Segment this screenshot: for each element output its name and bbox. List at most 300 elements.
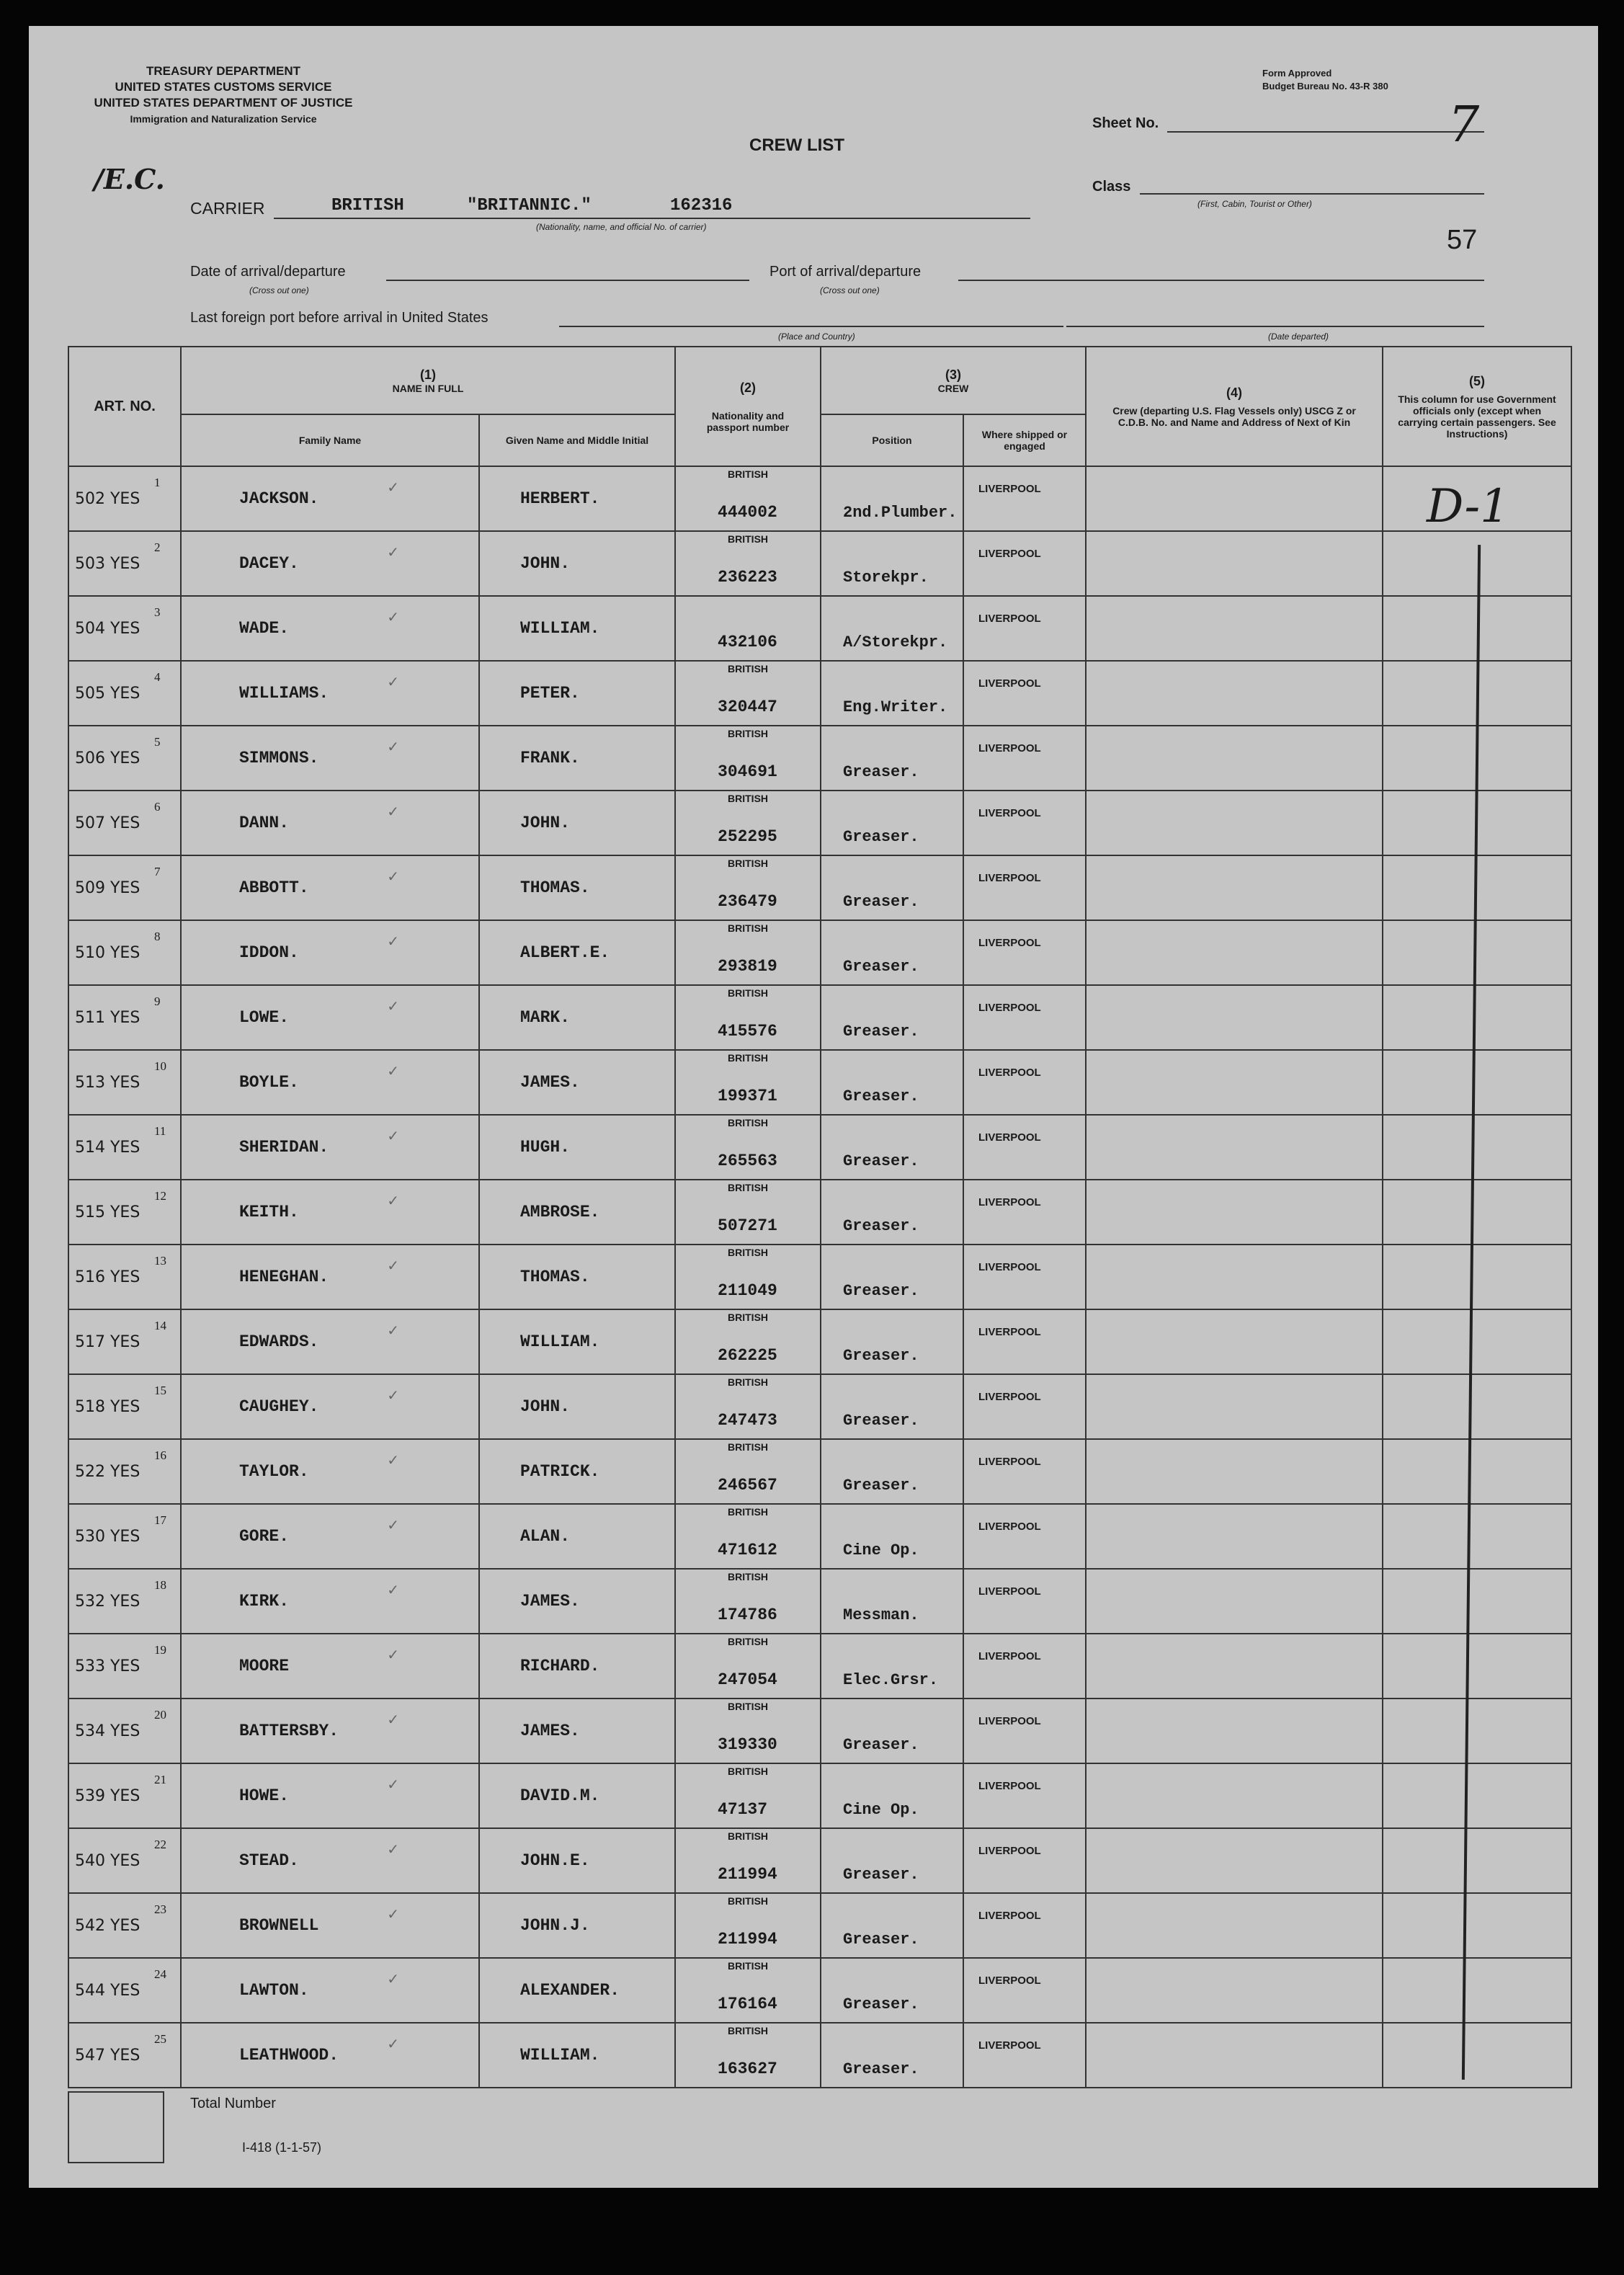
position-cell: [821, 1699, 963, 1763]
position-cell: [821, 726, 963, 791]
nationality: BRITISH: [728, 1830, 769, 1842]
shipped-cell: [963, 1504, 1086, 1569]
arrival-label: Date of arrival/departure: [190, 264, 346, 280]
family-name-cell: [154, 1569, 479, 1634]
col5-number: (5): [1469, 373, 1486, 388]
row-number: 12: [154, 1189, 166, 1203]
art-no: 504 YES: [75, 619, 140, 638]
given-name-cell: [479, 1374, 675, 1439]
nationality-cell: [675, 1439, 821, 1504]
position: Cine Op.: [843, 1801, 919, 1819]
nationality: BRITISH: [728, 1895, 769, 1907]
next-of-kin-cell: [1086, 1634, 1383, 1699]
check-mark-icon: ✓: [387, 2036, 399, 2052]
nationality-cell: [675, 1569, 821, 1634]
nationality-cell: [675, 1115, 821, 1180]
row-number: 10: [154, 1059, 166, 1073]
position: Greaser.: [843, 2060, 919, 2078]
next-of-kin-cell: [1086, 1309, 1383, 1374]
row-number: 13: [154, 1254, 166, 1268]
position: Greaser.: [843, 1931, 919, 1949]
crew-row: [68, 726, 1571, 791]
position: Greaser.: [843, 1995, 919, 2013]
family-name: KIRK.: [239, 1592, 290, 1611]
nationality: BRITISH: [728, 1636, 769, 1647]
shipped-cell: [963, 1309, 1086, 1374]
position: Messman.: [843, 1606, 919, 1624]
row-number: 2: [154, 540, 161, 554]
passport-number: 444002: [718, 503, 777, 522]
crew-row: [68, 1763, 1571, 1828]
where-shipped: LIVERPOOL: [978, 613, 1041, 625]
where-shipped: LIVERPOOL: [978, 1521, 1041, 1533]
col-art-no: ART. NO.: [68, 347, 181, 466]
passport-number: 199371: [718, 1087, 777, 1105]
art-no: 534 YES: [75, 1722, 140, 1740]
crew-row: [68, 1634, 1571, 1699]
nationality-cell: [675, 855, 821, 920]
next-of-kin-cell: [1086, 726, 1383, 791]
col-crew: [821, 347, 1086, 414]
government-cell: [1383, 1115, 1571, 1180]
class-label: Class: [1092, 179, 1131, 195]
given-name-cell: [479, 1958, 675, 2023]
check-mark-icon: ✓: [387, 1972, 399, 1987]
row-number: 3: [154, 605, 161, 619]
shipped-cell: [963, 2023, 1086, 2088]
annotation-mark: D-1: [1427, 480, 1509, 533]
family-name-cell: [154, 1763, 479, 1828]
given-name-cell: [479, 1050, 675, 1115]
nationality: BRITISH: [728, 922, 769, 934]
passport-number: 211994: [718, 1930, 777, 1949]
col3-number: (3): [945, 367, 962, 382]
next-of-kin-cell: [1086, 1439, 1383, 1504]
check-mark-icon: ✓: [387, 675, 399, 690]
shipped-cell: [963, 1893, 1086, 1958]
family-name-cell: [154, 920, 479, 985]
row-number: 4: [154, 670, 161, 684]
given-name: JOHN.J.: [520, 1916, 590, 1935]
family-name-cell: [154, 791, 479, 855]
government-cell: [1383, 1439, 1571, 1504]
page-title: CREW LIST: [749, 135, 844, 155]
family-name-cell: [154, 1634, 479, 1699]
crew-row: [68, 1245, 1571, 1309]
family-name-cell: [154, 661, 479, 726]
check-mark-icon: ✓: [387, 1388, 399, 1404]
given-name: WILLIAM.: [520, 1332, 600, 1351]
nationality-cell: [675, 1634, 821, 1699]
where-shipped: LIVERPOOL: [978, 1975, 1041, 1987]
next-of-kin-cell: [1086, 596, 1383, 661]
position-cell: [821, 1374, 963, 1439]
col4-title: Crew (departing U.S. Flag Vessels only) USCG Z or C.D.B. No. and Name and Address of Next of Kin: [1112, 404, 1356, 428]
check-mark-icon: ✓: [387, 1518, 399, 1533]
form-approved: Form Approved: [1262, 68, 1332, 79]
nationality: BRITISH: [728, 663, 769, 675]
art-no-cell: [68, 466, 181, 531]
position-cell: [821, 1050, 963, 1115]
shipped-cell: [963, 1115, 1086, 1180]
next-of-kin-cell: [1086, 985, 1383, 1050]
given-name: THOMAS.: [520, 878, 590, 897]
col1-title: NAME IN FULL: [392, 382, 464, 394]
family-name: SHERIDAN.: [239, 1138, 329, 1157]
government-cell: [1383, 1828, 1571, 1893]
nationality: BRITISH: [728, 468, 769, 480]
next-of-kin-cell: [1086, 1828, 1383, 1893]
crew-row: [68, 1309, 1571, 1374]
next-of-kin-cell: [1086, 1893, 1383, 1958]
position-cell: [821, 1763, 963, 1828]
passport-number: 320447: [718, 698, 777, 716]
next-of-kin-cell: [1086, 2023, 1383, 2088]
government-cell: [1383, 1309, 1571, 1374]
nationality-cell: [675, 661, 821, 726]
family-name: HENEGHAN.: [239, 1268, 329, 1286]
where-shipped: LIVERPOOL: [978, 1391, 1041, 1403]
crew-row: [68, 1050, 1571, 1115]
col4-number: (4): [1226, 385, 1243, 400]
col-nationality: [675, 347, 821, 466]
family-name-cell: [154, 985, 479, 1050]
art-no: 502 YES: [75, 489, 140, 508]
art-no: 511 YES: [75, 1008, 140, 1027]
given-name: RICHARD.: [520, 1657, 600, 1675]
nationality: BRITISH: [728, 987, 769, 999]
family-name-cell: [154, 1309, 479, 1374]
given-name: JAMES.: [520, 1073, 580, 1092]
passport-number: 247054: [718, 1670, 777, 1689]
budget-bureau: Budget Bureau No. 43-R 380: [1262, 81, 1388, 92]
nationality: BRITISH: [728, 1701, 769, 1712]
next-of-kin-cell: [1086, 855, 1383, 920]
given-name: JOHN.: [520, 554, 571, 573]
shipped-cell: [963, 661, 1086, 726]
check-mark-icon: ✓: [387, 1453, 399, 1469]
art-no: 517 YES: [75, 1332, 140, 1351]
family-name: LAWTON.: [239, 1981, 309, 2000]
where-shipped: LIVERPOOL: [978, 1910, 1041, 1922]
given-name-cell: [479, 1634, 675, 1699]
check-mark-icon: ✓: [387, 1777, 399, 1793]
given-name-cell: [479, 1828, 675, 1893]
next-of-kin-cell: [1086, 920, 1383, 985]
passport-number: 163627: [718, 2060, 777, 2078]
position-cell: [821, 1634, 963, 1699]
check-mark-icon: ✓: [387, 480, 399, 496]
nationality-cell: [675, 1245, 821, 1309]
nationality: BRITISH: [728, 1766, 769, 1777]
art-no: 544 YES: [75, 1981, 140, 2000]
nationality-cell: [675, 2023, 821, 2088]
check-mark-icon: ✓: [387, 1907, 399, 1923]
family-name-cell: [154, 1504, 479, 1569]
family-name-cell: [154, 596, 479, 661]
art-no: 516 YES: [75, 1268, 140, 1286]
shipped-cell: [963, 1180, 1086, 1245]
nationality: BRITISH: [728, 728, 769, 739]
art-no: 510 YES: [75, 943, 140, 962]
art-no: 539 YES: [75, 1786, 140, 1805]
shipped-cell: [963, 855, 1086, 920]
family-name: LEATHWOOD.: [239, 2046, 339, 2065]
government-cell: [1383, 1245, 1571, 1309]
position: Greaser.: [843, 1866, 919, 1884]
crew-list-document: [29, 26, 1598, 2188]
shipped-cell: [963, 920, 1086, 985]
where-shipped: LIVERPOOL: [978, 1715, 1041, 1727]
given-name: MARK.: [520, 1008, 571, 1027]
position: Cine Op.: [843, 1541, 919, 1559]
given-name-cell: [479, 1439, 675, 1504]
art-no: 518 YES: [75, 1397, 140, 1416]
passport-number: 471612: [718, 1541, 777, 1559]
art-no: 515 YES: [75, 1203, 140, 1221]
row-number: 21: [154, 1773, 166, 1786]
passport-number: 47137: [718, 1800, 768, 1819]
position: Elec.Grsr.: [843, 1671, 939, 1689]
agency-line: UNITED STATES DEPARTMENT OF JUSTICE: [94, 96, 353, 110]
shipped-cell: [963, 1050, 1086, 1115]
family-name: DACEY.: [239, 554, 299, 573]
position: Greaser.: [843, 1282, 919, 1300]
carrier-number: 162316: [670, 196, 733, 215]
carrier-note: (Nationality, name, and official No. of carrier): [536, 222, 707, 232]
passport-number: 174786: [718, 1606, 777, 1624]
family-name-cell: [154, 726, 479, 791]
given-name: WILLIAM.: [520, 2046, 600, 2065]
position-cell: [821, 985, 963, 1050]
where-shipped: LIVERPOOL: [978, 1845, 1041, 1857]
position: Greaser.: [843, 1217, 919, 1235]
family-name: HOWE.: [239, 1786, 290, 1805]
next-of-kin-cell: [1086, 1504, 1383, 1569]
shipped-cell: [963, 531, 1086, 596]
given-name-cell: [479, 466, 675, 531]
position-cell: [821, 1439, 963, 1504]
government-cell: [1383, 2023, 1571, 2088]
col1-number: (1): [420, 367, 436, 382]
given-name: JAMES.: [520, 1722, 580, 1740]
crew-row: [68, 1439, 1571, 1504]
crew-row: [68, 596, 1571, 661]
shipped-cell: [963, 466, 1086, 531]
position-cell: [821, 1115, 963, 1180]
crew-row: [68, 1893, 1571, 1958]
port-label: Port of arrival/departure: [769, 264, 922, 280]
passport-number: 262225: [718, 1346, 777, 1365]
art-no: 509 YES: [75, 878, 140, 897]
class-note: (First, Cabin, Tourist or Other): [1197, 199, 1312, 209]
position: Greaser.: [843, 1736, 919, 1754]
crew-row: [68, 1374, 1571, 1439]
row-number: 20: [154, 1708, 166, 1722]
nationality: BRITISH: [728, 1960, 769, 1972]
col2-number: (2): [740, 380, 757, 395]
nationality: BRITISH: [728, 1052, 769, 1064]
given-name-cell: [479, 2023, 675, 2088]
family-name: WILLIAMS.: [239, 684, 329, 703]
shipped-cell: [963, 791, 1086, 855]
col-where-shipped: Where shipped or engaged: [963, 414, 1086, 466]
crew-row: [68, 1958, 1571, 2023]
agency-line: UNITED STATES CUSTOMS SERVICE: [115, 80, 332, 94]
given-name: HUGH.: [520, 1138, 571, 1157]
family-name-cell: [154, 1439, 479, 1504]
nationality-cell: [675, 726, 821, 791]
given-name: ALAN.: [520, 1527, 571, 1546]
family-name: WADE.: [239, 619, 290, 638]
art-no: 506 YES: [75, 749, 140, 767]
family-name: SIMMONS.: [239, 749, 319, 767]
family-name: LOWE.: [239, 1008, 290, 1027]
passport-number: 236479: [718, 892, 777, 911]
crew-row: [68, 1828, 1571, 1893]
check-mark-icon: ✓: [387, 1128, 399, 1144]
position: Eng.Writer.: [843, 698, 948, 716]
next-of-kin-cell: [1086, 1050, 1383, 1115]
art-no: 522 YES: [75, 1462, 140, 1481]
art-no: 503 YES: [75, 554, 140, 573]
check-mark-icon: ✓: [387, 610, 399, 625]
family-name: BROWNELL: [239, 1916, 319, 1935]
given-name-cell: [479, 985, 675, 1050]
where-shipped: LIVERPOOL: [978, 742, 1041, 754]
family-name: EDWARDS.: [239, 1332, 319, 1351]
family-name-cell: [154, 2023, 479, 2088]
crew-table: [68, 346, 1572, 2088]
nationality: BRITISH: [728, 1247, 769, 1258]
crew-row: [68, 1569, 1571, 1634]
where-shipped: LIVERPOOL: [978, 1002, 1041, 1014]
next-of-kin-cell: [1086, 531, 1383, 596]
art-no-cell: [68, 855, 181, 920]
nationality-cell: [675, 985, 821, 1050]
arrival-cross-note: (Cross out one): [249, 285, 309, 295]
nationality-cell: [675, 920, 821, 985]
where-shipped: LIVERPOOL: [978, 807, 1041, 819]
position-cell: [821, 855, 963, 920]
position-cell: [821, 2023, 963, 2088]
government-cell: [1383, 1634, 1571, 1699]
given-name-cell: [479, 1569, 675, 1634]
government-cell: [1383, 1050, 1571, 1115]
shipped-cell: [963, 726, 1086, 791]
passport-number: 246567: [718, 1476, 777, 1495]
nationality: BRITISH: [728, 1312, 769, 1323]
position-cell: [821, 1569, 963, 1634]
given-name: THOMAS.: [520, 1268, 590, 1286]
art-no: 547 YES: [75, 2046, 140, 2065]
col-position: Position: [821, 414, 963, 466]
check-mark-icon: ✓: [387, 1323, 399, 1339]
carrier-label: CARRIER: [190, 199, 265, 218]
given-name-cell: [479, 1893, 675, 1958]
where-shipped: LIVERPOOL: [978, 1067, 1041, 1079]
government-cell: [1383, 985, 1571, 1050]
given-name: JOHN.E.: [520, 1851, 590, 1870]
side-number: 57: [1447, 225, 1478, 255]
row-number: 15: [154, 1384, 166, 1397]
government-cell: [1383, 1893, 1571, 1958]
agency-line: Immigration and Naturalization Service: [130, 113, 317, 125]
where-shipped: LIVERPOOL: [978, 1585, 1041, 1598]
position: Greaser.: [843, 1087, 919, 1105]
shipped-cell: [963, 1763, 1086, 1828]
col2-title: Nationality and passport number: [706, 409, 790, 433]
passport-number: 304691: [718, 762, 777, 781]
next-of-kin-cell: [1086, 1958, 1383, 2023]
where-shipped: LIVERPOOL: [978, 2039, 1041, 2052]
check-mark-icon: ✓: [387, 1582, 399, 1598]
passport-number: 252295: [718, 827, 777, 846]
crew-table-body: [68, 466, 1571, 2088]
crew-row: [68, 1699, 1571, 1763]
family-name: CAUGHEY.: [239, 1397, 319, 1416]
row-number: 19: [154, 1643, 166, 1657]
given-name: JOHN.: [520, 1397, 571, 1416]
government-cell: [1383, 1763, 1571, 1828]
nationality: BRITISH: [728, 1117, 769, 1128]
col-next-of-kin: [1086, 347, 1383, 466]
family-name: KEITH.: [239, 1203, 299, 1221]
government-cell: [1383, 1504, 1571, 1569]
where-shipped: LIVERPOOL: [978, 1456, 1041, 1468]
where-shipped: LIVERPOOL: [978, 1261, 1041, 1273]
position-cell: [821, 1180, 963, 1245]
family-name-cell: [154, 1958, 479, 2023]
position: A/Storekpr.: [843, 633, 948, 651]
government-cell: [1383, 1569, 1571, 1634]
shipped-cell: [963, 1634, 1086, 1699]
shipped-cell: [963, 596, 1086, 661]
family-name: BOYLE.: [239, 1073, 299, 1092]
row-number: 14: [154, 1319, 166, 1332]
position: Greaser.: [843, 958, 919, 976]
nationality: BRITISH: [728, 793, 769, 804]
family-name: DANN.: [239, 814, 290, 832]
given-name: JOHN.: [520, 814, 571, 832]
row-number: 25: [154, 2032, 166, 2046]
given-name-cell: [479, 596, 675, 661]
crew-row: [68, 531, 1571, 596]
port-cross-note: (Cross out one): [820, 285, 880, 295]
check-mark-icon: ✓: [387, 545, 399, 561]
family-name-cell: [154, 1245, 479, 1309]
next-of-kin-cell: [1086, 661, 1383, 726]
nationality: BRITISH: [728, 1571, 769, 1582]
nationality: BRITISH: [728, 1376, 769, 1388]
position-cell: [821, 920, 963, 985]
position: Greaser.: [843, 893, 919, 911]
art-no: 532 YES: [75, 1592, 140, 1611]
family-name-cell: [154, 1699, 479, 1763]
nationality: BRITISH: [728, 1441, 769, 1453]
art-no-cell: [68, 661, 181, 726]
family-name-cell: [154, 531, 479, 596]
next-of-kin-cell: [1086, 1699, 1383, 1763]
given-name-cell: [479, 1504, 675, 1569]
family-name: IDDON.: [239, 943, 299, 962]
passport-number: 265563: [718, 1152, 777, 1170]
family-name: ABBOTT.: [239, 878, 309, 897]
given-name: DAVID.M.: [520, 1786, 600, 1805]
position: Greaser.: [843, 1477, 919, 1495]
nationality: BRITISH: [728, 1182, 769, 1193]
art-no-cell: [68, 985, 181, 1050]
